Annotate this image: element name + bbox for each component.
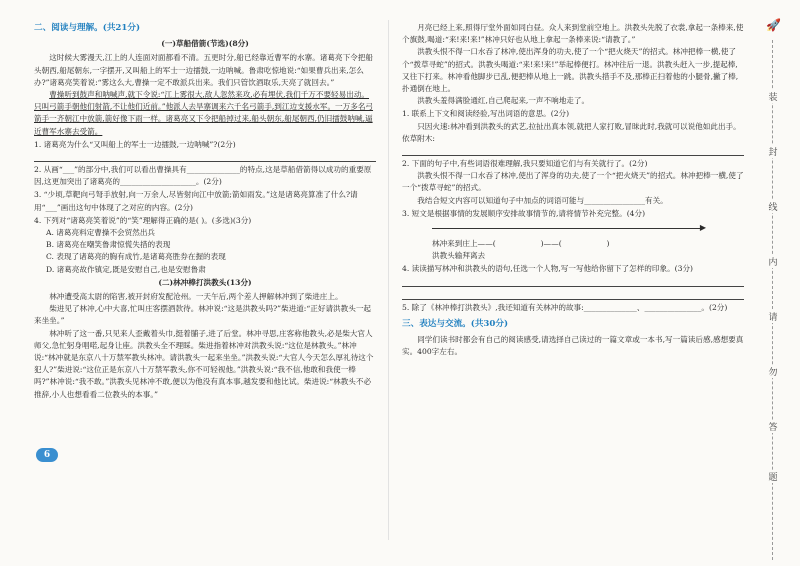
passage2-paragraph: 柴进见了林冲,心中大喜,忙叫庄客摆酒款待。林冲说:“这是洪教头吗?”柴进道:“正好请洪教头一起来坐坐。” xyxy=(34,304,372,326)
rocket-icon: 🚀 xyxy=(766,18,781,32)
question-r2: 2. 下面的句子中,有些词语很难理解,我只要知道它们与有关就行了。(2分) xyxy=(402,159,648,169)
passage1-paragraph: 这时候大雾漫天,江上的人连面对面都看不清。五更时分,船已经靠近曹军的水寨。诸葛亮下令把船头朝西,船尾朝东,一字摆开,又叫船上的军士一边擂鼓,一边呐喊。鲁肃吃惊地说:“如果曹兵出来,怎么办?”诸葛亮笑着说:“雾这么大,曹操一定不敢派兵出来。我们只管饮酒取乐,天亮了就回去。” xyxy=(34,53,373,87)
question-2: 2. 从画“___”的部分中,我们可以看出曹操具有______________的特点,这是草船借箭得以成功的重要原因,这更加突出了诸葛亮的____________________。(2分) xyxy=(34,165,372,187)
right-column xyxy=(402,22,744,358)
passage1-title: (一)草船借箭(节选)(8分) xyxy=(161,39,249,49)
option-b: B. 诸葛亮在嘲笑鲁肃惊慌失措的表现 xyxy=(46,240,171,250)
plot-timeline xyxy=(432,222,706,236)
essay-prompt: 同学们读书时都会有自己的阅读感受,请选择自己读过的一篇文章或一本书,写一篇读后感,感想要真实。400字左右。 xyxy=(402,335,744,357)
question-4: 4. 下列对“诸葛亮笑着说”的“笑”理解得正确的是( )。(多选)(3分) xyxy=(34,215,252,225)
timeline-labels xyxy=(402,238,744,250)
timeline-last: 洪教头输拜离去 xyxy=(432,251,486,261)
question-r1-answer xyxy=(402,133,744,145)
section-title-reading: 二、阅读与理解。(共21分) xyxy=(34,23,141,33)
passage2-paragraph: 林冲听了这一番,只见来人歪戴着头巾,挺着脯子,进了后堂。林冲寻思,庄客称他教头,必是柴大官人师父,急忙躬身唱喏,起身让座。洪教头全不理睬。柴进指着林冲对洪教头说:“这位是林教头。”林冲说:“林冲就是东京八十万禁军教头林冲。请洪教头一起来坐坐。”洪教头说:“大官人今天怎么厚礼待这个犯人?”柴进说:“这位正是东京八十万禁军教头,你不可轻视他。”洪教头说:“我不信,他敢和我使一棒吗?”林冲说:“我不敢。”洪教头见林冲不敢,便以为他没有真本事,越发要和他比试。柴进说:“林教头不必推辞,小人也想看看二位教头的本事。” xyxy=(34,328,374,399)
question-r2-answer: 我结合短文内容可以知道句子中加点的词语可能与________________有关。 xyxy=(417,195,668,205)
answer-line[interactable] xyxy=(402,145,744,156)
option-c: C. 表现了诸葛亮的胸有成竹,是诸葛亮胜券在握的表现 xyxy=(46,252,226,262)
question-r3: 3. 短文是根据事情的发展顺序安排故事情节的,请将情节补充完整。(4分) xyxy=(402,208,646,218)
timeline-mid: )——( xyxy=(540,239,562,249)
question-r1-text: 只因火速:林冲看到洪教头的武艺,拉扯出真本领,就把人家打败,冒昧此时,我就可以说他如此出手。 xyxy=(417,121,741,131)
arrow-right-icon: ▶ xyxy=(699,223,706,233)
margin-char: 答 xyxy=(766,420,780,433)
answer-line[interactable] xyxy=(34,151,376,162)
left-column xyxy=(34,22,376,401)
margin-char: 线 xyxy=(766,200,780,213)
passage2-title: (二)林冲棒打洪教头(13分) xyxy=(158,277,252,287)
margin-char: 题 xyxy=(766,470,780,483)
question-r5: 5. 除了《林冲棒打洪教头》,我还知道有关林冲的故事:______________、_______________。(2分) xyxy=(402,302,728,312)
question-r2-text: 洪教头恨不得一口水吞了林冲,使出了浑身的功夫,使了一个“把火烧天”的招式。林冲把棒一横,使了一个“拨草寻蛇”的招式。 xyxy=(402,171,744,193)
margin-char: 封 xyxy=(766,145,780,158)
column-divider xyxy=(388,20,389,540)
question-1: 1. 诸葛亮为什么“又叫船上的军士一边擂鼓,一边呐喊”?(2分) xyxy=(34,139,236,149)
timeline-start: 林冲来到庄上——( xyxy=(432,239,496,249)
binding-margin xyxy=(762,0,788,566)
passage2-paragraph-continued: 洪教头恨不得一口水吞了林冲,使出浑身的功夫,使了一个“把火烧天”的招式。林冲把棒一横,使了个“拨草寻蛇”的招式。洪教头喝道:“来!来!来!”举起棒便打。林冲往后一退。洪教头赶入一步,提起棒,又往下打来。林冲看他脚步已乱,便把棒从地上一跳。洪教头措手不及,那棒正扫着他的小腿骨,撇了棒,扑通倒在地上。 xyxy=(402,47,739,94)
page-number: 6 xyxy=(36,448,58,462)
margin-char: 装 xyxy=(766,90,780,103)
answer-line[interactable] xyxy=(402,289,744,300)
passage2-paragraph: 林冲遭受高太尉的陷害,被开封府发配沧州。一天午后,两个差人押解林冲到了柴进庄上。 xyxy=(49,292,343,302)
question-r1: 1. 联系上下文和阅读经验,写出词语的意思。(2分) xyxy=(402,109,570,119)
timeline-line xyxy=(432,228,702,229)
margin-char: 请 xyxy=(766,310,780,323)
passage1-paragraph-underlined: 曹操听到鼓声和呐喊声,就下令说:“江上雾很大,敌人忽然来攻,必有埋伏,我们千万不要轻易出动。只叫弓箭手朝他们射箭,不让他们近前。”他派人去旱寨调来六千名弓箭手,到江边支援水军。一万多名弓箭手一齐朝江中放箭,箭好像下雨一样。诸葛亮又下令把船掉过来,船头朝东,船尾朝西,仍旧擂鼓呐喊,逼近曹军水寨去受箭。 xyxy=(34,90,374,136)
question-3: 3. “少顷,草靶向弓弩手放射,向一万余人,尽皆射向江中放箭;箭如雨发。”这是诸葛亮算准了什么?请用“___”画出这句中体现了之对应的内容。(2分) xyxy=(34,190,358,212)
margin-char: 勿 xyxy=(766,365,780,378)
passage2-paragraph-continued: 月亮已经上来,照得厅堂外面如同白昼。众人来到堂前空地上。洪教头先脱了衣裳,拿起一条棒来,使个旗鼓,喝道:“来!来!来!”林冲只好也从地上拿起一条棒来说:“请教了。” xyxy=(402,23,744,45)
timeline-end: ) xyxy=(606,239,610,249)
section-title-expression: 三、表达与交流。(共30分) xyxy=(402,318,509,329)
margin-char: 内 xyxy=(766,255,780,268)
answer-line[interactable] xyxy=(402,276,744,287)
passage2-paragraph-continued: 洪教头羞得满脸通红,自己爬起来,一声不响地走了。 xyxy=(417,96,590,106)
answer-label: 依草附木: xyxy=(402,133,435,143)
question-r4: 4. 读读描写林冲和洪教头的语句,任选一个人物,写一写他给你留下了怎样的印象。(3分) xyxy=(402,264,694,274)
option-a: A. 诸葛亮料定曹操不会贸然出兵 xyxy=(46,228,156,238)
option-d: D. 诸葛亮故作镇定,既是安慰自己,也是安慰鲁肃 xyxy=(46,264,206,274)
